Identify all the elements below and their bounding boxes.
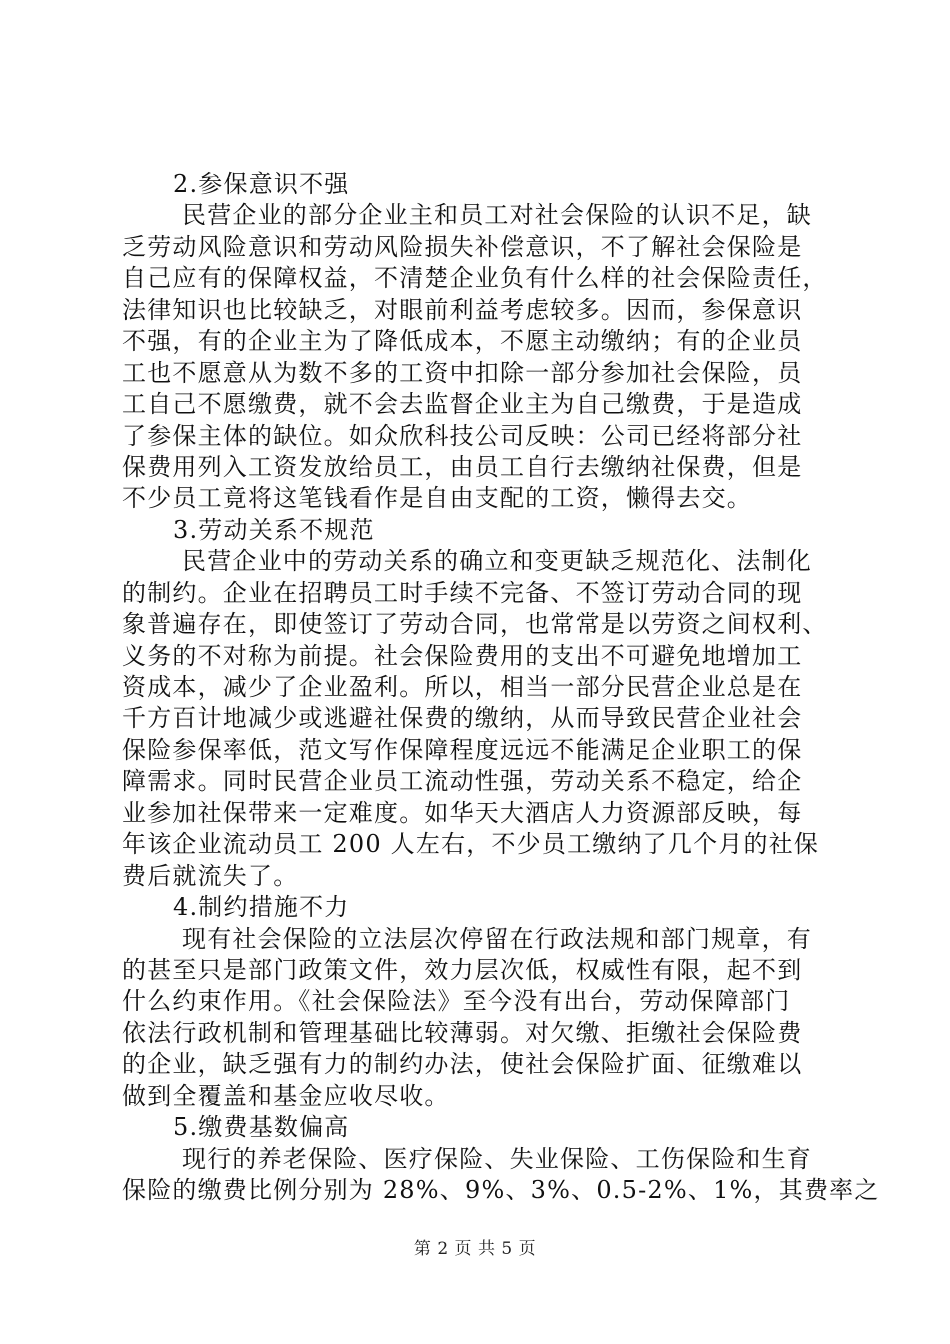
text-line: 的制约。企业在招聘员工时手续不完备、不签订劳动合同的现: [122, 578, 803, 607]
text-line: 费后就流失了。: [122, 861, 299, 890]
document-body: [122, 169, 880, 1206]
text-line: 民营企业中的劳动关系的确立和变更缺乏规范化、法制化: [182, 547, 812, 576]
text-line: 年该企业流动员工 200 人左右，不少员工缴纳了几个月的社保: [122, 830, 820, 859]
text-line: 做到全覆盖和基金应收尽收。: [122, 1081, 450, 1110]
text-line: 的甚至只是部门政策文件，效力层次低，权威性有限，起不到: [122, 955, 803, 984]
text-line: 千方百计地减少或逃避社保费的缴纳，从而导致民营企业社会: [122, 704, 803, 733]
text-line: 现行的养老保险、医疗保险、失业保险、工伤保险和生育: [182, 1144, 812, 1173]
text-line: 保险参保率低，范文写作保障程度远远不能满足企业职工的保: [122, 735, 803, 764]
text-line: 障需求。同时民营企业员工流动性强，劳动关系不稳定，给企: [122, 767, 803, 796]
text-line: 民营企业的部分企业主和员工对社会保险的认识不足，缺: [182, 201, 812, 230]
text-line: 资成本，减少了企业盈利。所以，相当一部分民营企业总是在: [122, 673, 803, 701]
text-line: 不少员工竟将这笔钱看作是自由支配的工资，懒得去交。: [122, 484, 752, 513]
text-line: 业参加社保带来一定难度。如华天大酒店人力资源部反映，每: [122, 798, 803, 827]
section-heading: 3.劳动关系不规范: [173, 515, 375, 544]
text-line: 保费用列入工资发放给员工，由员工自行去缴纳社保费，但是: [122, 452, 803, 481]
text-line: 工自己不愿缴费，就不会去监督企业主为自己缴费，于是造成: [122, 390, 803, 419]
text-line: 保险的缴费比例分别为 28%、9%、3%、0.5-2%、1%，其费率之: [122, 1176, 880, 1204]
text-line: 现有社会保险的立法层次停留在行政法规和部门规章，有: [182, 924, 812, 953]
page-footer: 第 2 页 共 5 页: [413, 1239, 537, 1259]
text-line: 象普遍存在，即使签订了劳动合同，也常常是以劳资之间权利、: [122, 610, 828, 639]
text-line: 工也不愿意从为数不多的工资中扣除一部分参加社会保险，员: [122, 358, 803, 387]
text-line: 法律知识也比较缺乏，对眼前利益考虑较多。因而，参保意识: [122, 295, 803, 324]
text-line: 了参保主体的缺位。如众欣科技公司反映：公司已经将部分社: [122, 421, 803, 450]
text-line: 依法行政机制和管理基础比较薄弱。对欠缴、拒缴社会保险费: [122, 1018, 803, 1047]
text-line: 乏劳动风险意识和劳动风险损失补偿意识，不了解社会保险是: [122, 232, 803, 261]
section-heading: 4.制约措施不力: [173, 893, 350, 922]
section-heading: 2.参保意识不强: [173, 170, 350, 198]
section-heading: 5.缴费基数偏高: [173, 1113, 350, 1142]
text-line: 的企业，缺乏强有力的制约办法，使社会保险扩面、征缴难以: [122, 1050, 803, 1079]
text-line: 自己应有的保障权益，不清楚企业负有什么样的社会保险责任，: [122, 264, 828, 293]
text-line: 什么约束作用。《社会保险法》至今没有出台，劳动保障部门: [122, 987, 791, 1016]
text-line: 不强，有的企业主为了降低成本，不愿主动缴纳；有的企业员: [122, 327, 803, 356]
text-line: 义务的不对称为前提。社会保险费用的支出不可避免地增加工: [122, 641, 803, 670]
